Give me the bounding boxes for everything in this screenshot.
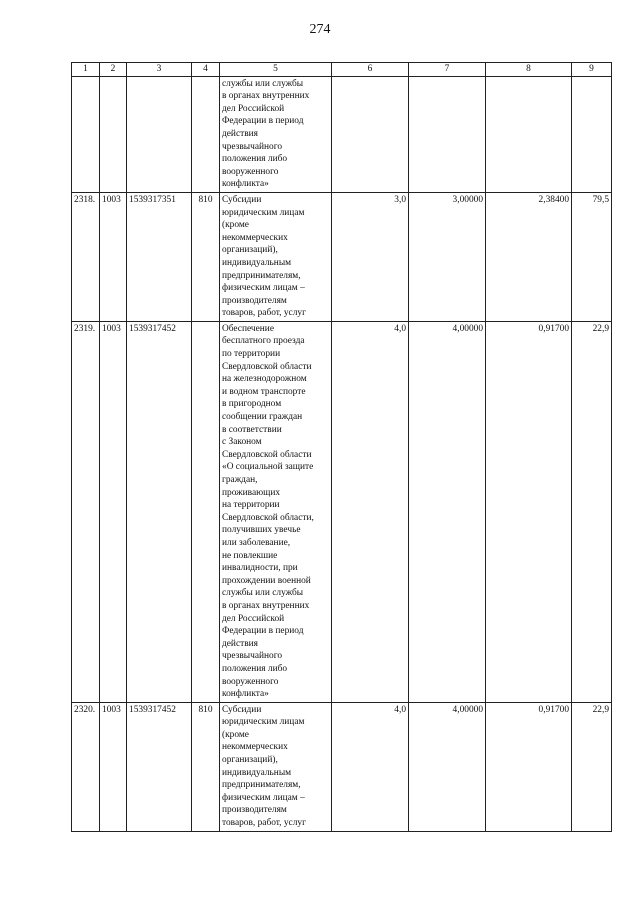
table-row bbox=[72, 192, 612, 321]
value-col8: 2,38400 bbox=[486, 192, 572, 321]
value-col8: 0,91700 bbox=[486, 702, 572, 831]
expense-type: 810 bbox=[192, 192, 220, 321]
value-col7: 4,00000 bbox=[409, 702, 486, 831]
row-description: Обеспечение бесплатного проезда по территории Свердловской области на железнодорожном и водном транспорте в пригородном сообщении граждан в соответствии с Законом Свердловской области «О социальной защите граждан, проживающих на территории Свердловской области, получивших увечье или заболевание, не повлекшие инвалидности, при прохождении военной службы или службы в органах внутренних дел Российской Федерации в период действия чрезвычайного положения либо вооруженного конфликта» bbox=[220, 321, 332, 702]
column-header: 9 bbox=[572, 63, 612, 77]
value-col9 bbox=[572, 76, 612, 192]
value-col6: 3,0 bbox=[332, 192, 409, 321]
expense-type: 810 bbox=[192, 702, 220, 831]
column-header: 8 bbox=[486, 63, 572, 77]
column-header: 6 bbox=[332, 63, 409, 77]
column-header: 1 bbox=[72, 63, 100, 77]
value-col6 bbox=[332, 76, 409, 192]
value-col6: 4,0 bbox=[332, 702, 409, 831]
page-number: 274 bbox=[309, 22, 331, 37]
value-col9: 22,9 bbox=[572, 321, 612, 702]
value-col8: 0,91700 bbox=[486, 321, 572, 702]
table-row bbox=[72, 702, 612, 831]
section-code bbox=[100, 76, 127, 192]
section-code: 1003 bbox=[100, 702, 127, 831]
section-code: 1003 bbox=[100, 321, 127, 702]
budget-table bbox=[71, 62, 612, 832]
row-number: 2319. bbox=[72, 321, 100, 702]
value-col6: 4,0 bbox=[332, 321, 409, 702]
target-code: 1539317452 bbox=[127, 321, 192, 702]
column-header: 3 bbox=[127, 63, 192, 77]
target-code bbox=[127, 76, 192, 192]
row-description: Субсидии юридическим лицам (кроме некоммерческих организаций), индивидуальным предпринимателям, физическим лицам – производителям товаров, работ, услуг bbox=[220, 192, 332, 321]
value-col8 bbox=[486, 76, 572, 192]
value-col9: 79,5 bbox=[572, 192, 612, 321]
column-header: 4 bbox=[192, 63, 220, 77]
section-code: 1003 bbox=[100, 192, 127, 321]
row-number bbox=[72, 76, 100, 192]
column-header: 5 bbox=[220, 63, 332, 77]
row-number: 2318. bbox=[72, 192, 100, 321]
table-row bbox=[72, 321, 612, 702]
table-header-row bbox=[72, 63, 612, 77]
row-description: Субсидии юридическим лицам (кроме некоммерческих организаций), индивидуальным предпринимателям, физическим лицам – производителям товаров, работ, услуг bbox=[220, 702, 332, 831]
value-col7: 4,00000 bbox=[409, 321, 486, 702]
column-header: 7 bbox=[409, 63, 486, 77]
value-col7 bbox=[409, 76, 486, 192]
value-col9: 22,9 bbox=[572, 702, 612, 831]
column-header: 2 bbox=[100, 63, 127, 77]
expense-type bbox=[192, 76, 220, 192]
row-number: 2320. bbox=[72, 702, 100, 831]
value-col7: 3,00000 bbox=[409, 192, 486, 321]
expense-type bbox=[192, 321, 220, 702]
target-code: 1539317452 bbox=[127, 702, 192, 831]
table-row bbox=[72, 76, 612, 192]
target-code: 1539317351 bbox=[127, 192, 192, 321]
row-description: службы или службы в органах внутренних дел Российской Федерации в период действия чрезвычайного положения либо вооруженного конфликта» bbox=[220, 76, 332, 192]
